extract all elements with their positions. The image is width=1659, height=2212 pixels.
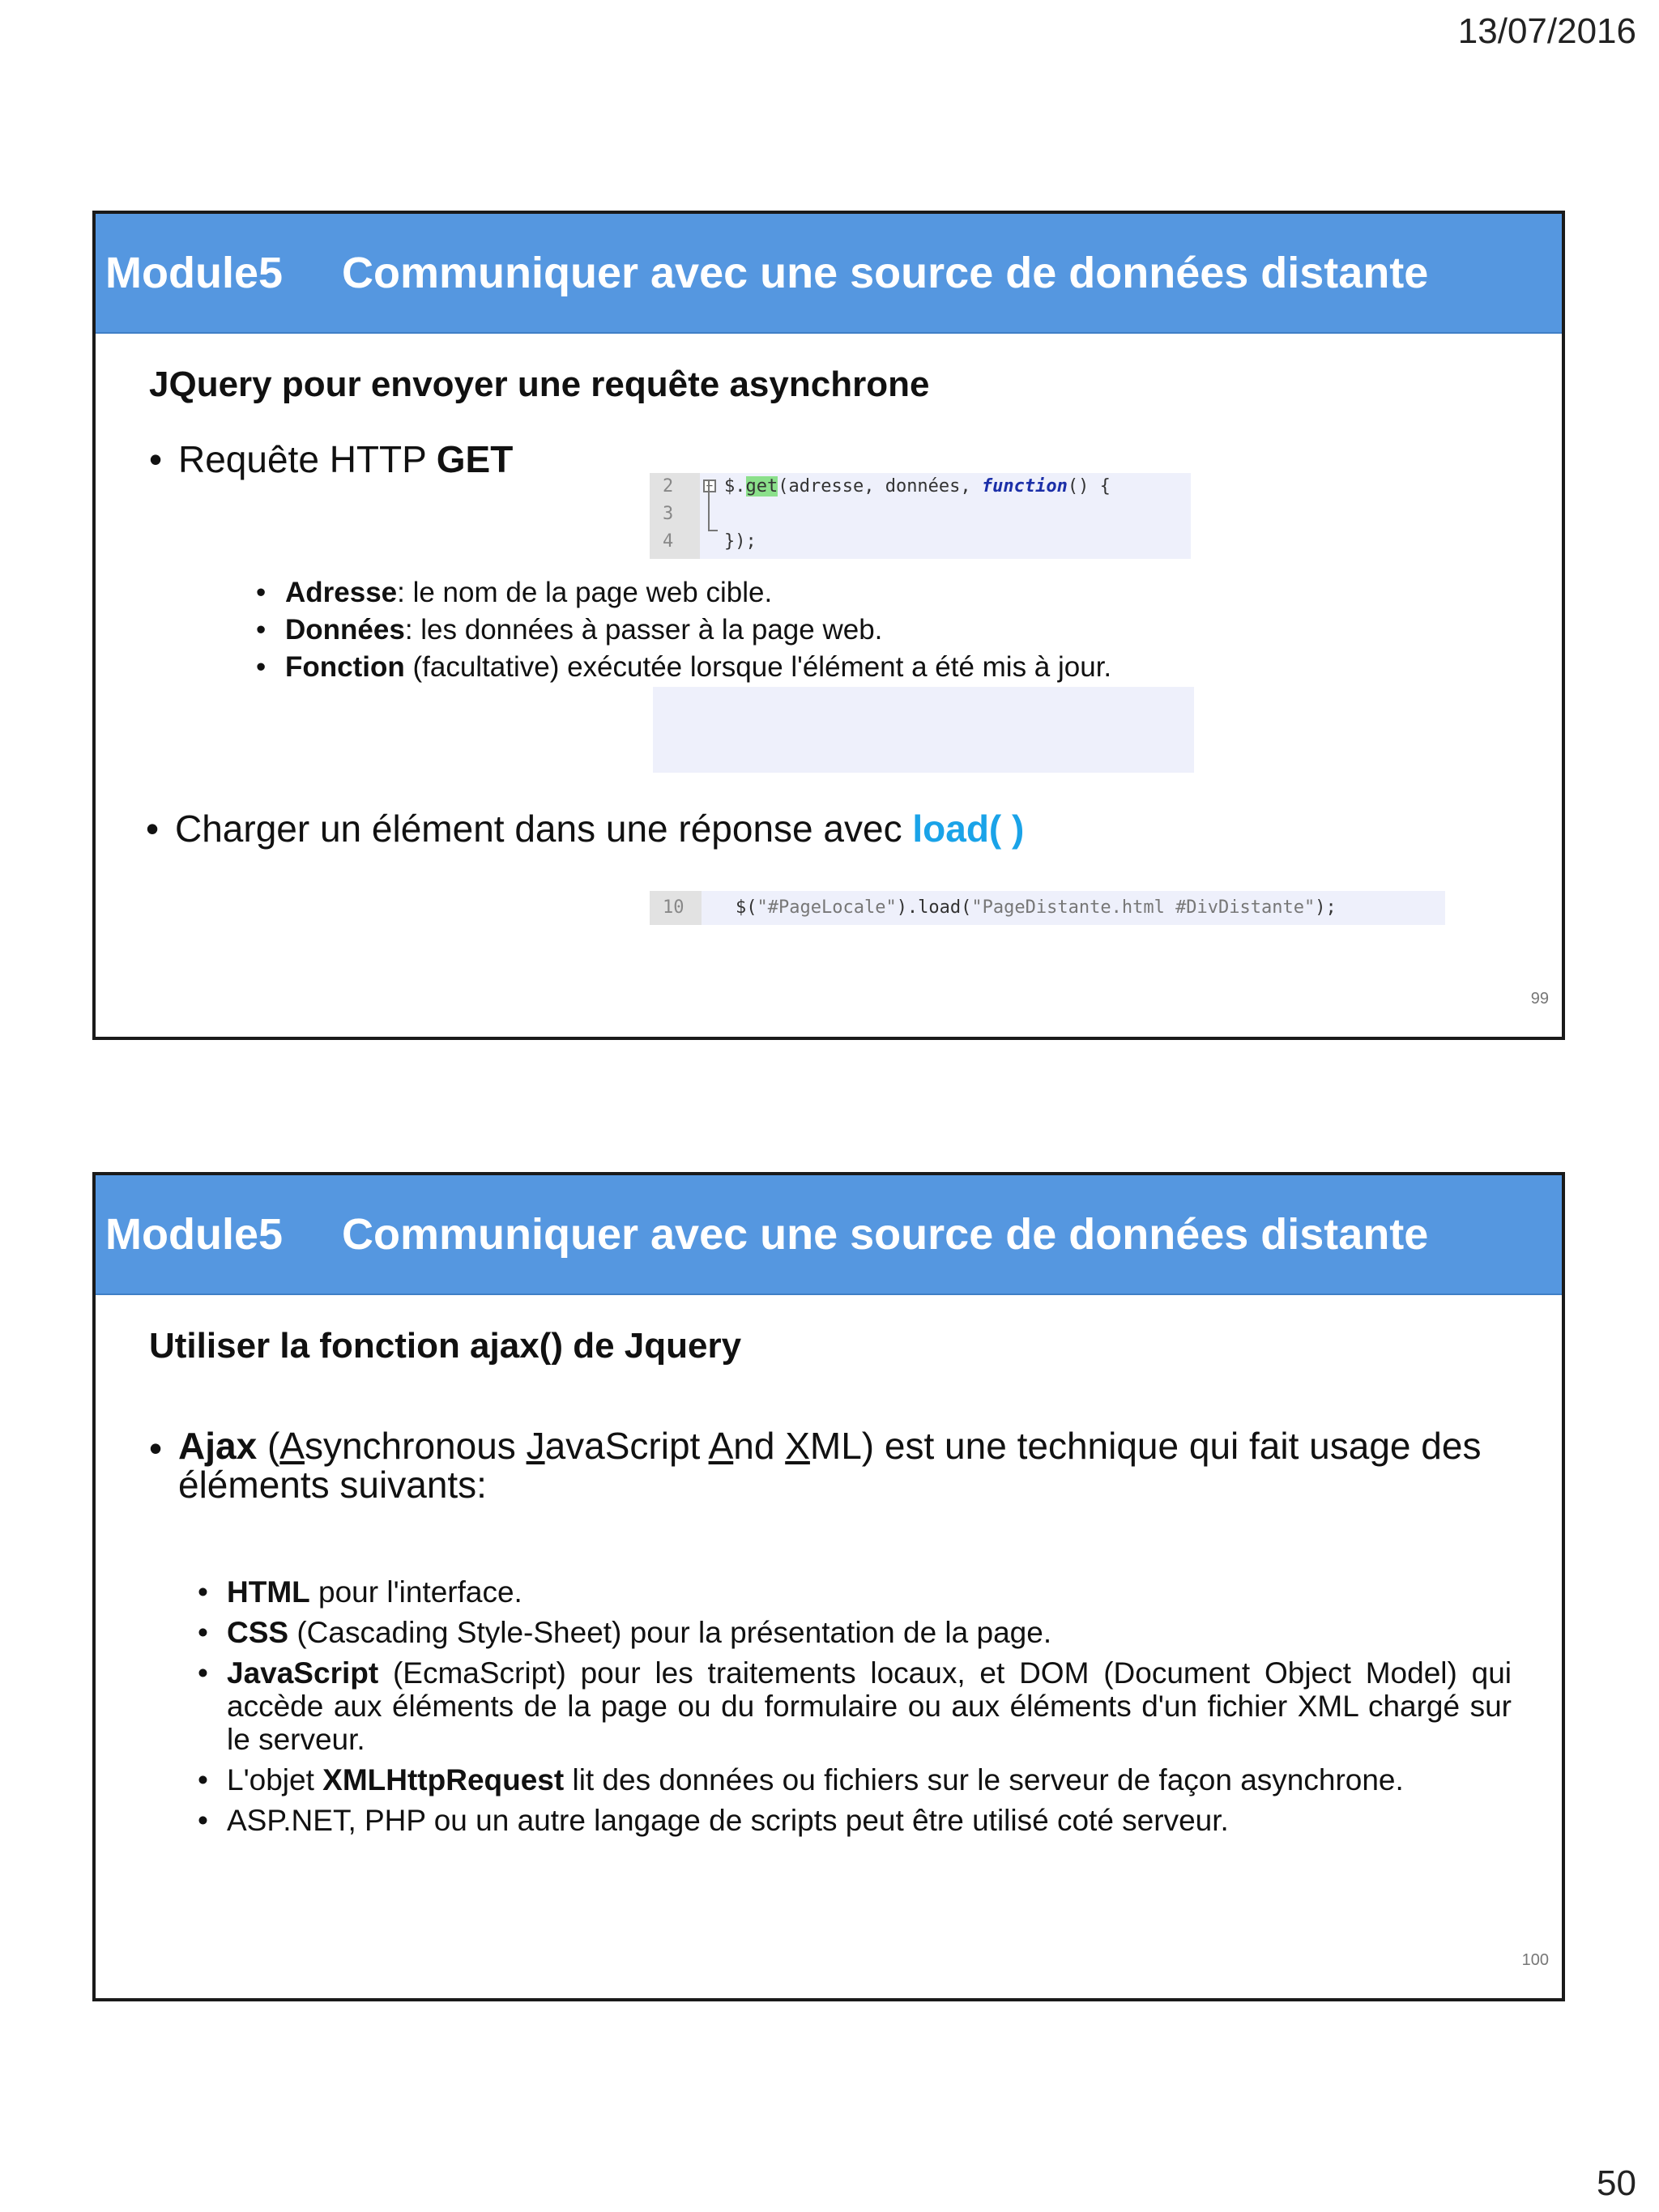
bullet-ajax: • Ajax (Asynchronous JavaScript And XML) est une technique qui fait usage des éléments suivants: <box>149 1425 1482 1506</box>
line-number: 4 <box>663 531 674 552</box>
code-line <box>724 501 1111 528</box>
bullet-dot: • <box>256 614 267 646</box>
code-lines <box>724 473 1111 556</box>
code-snippet-get <box>650 473 1191 559</box>
sub-bullet-adresse: • Adresse: le nom de la page web cible. <box>256 577 773 608</box>
bullet-dot: • <box>198 1575 208 1609</box>
bullet-bold: GET <box>436 438 514 480</box>
bullet-dot: • <box>198 1804 208 1837</box>
line-number: 2 <box>663 476 674 497</box>
bullet-http-get <box>149 437 513 481</box>
bullet-dot: • <box>256 651 267 683</box>
bullet-dot: • <box>198 1763 208 1796</box>
page-number: 50 <box>1597 2163 1636 2203</box>
module-label: Module5 <box>105 249 284 297</box>
code-snippet-get <box>653 687 1194 773</box>
slide-header <box>96 1175 1562 1295</box>
fold-bracket <box>708 479 718 531</box>
item-css: • CSS (Cascading Style-Sheet) pour la présentation de la page. <box>198 1616 1052 1649</box>
code-line: $("#PageLocale").load("PageDistante.html #DivDistante"); <box>736 897 1337 918</box>
sub-bullet-fonction: • Fonction (facultative) exécutée lorsque l'élément a été mis à jour. <box>256 651 1112 683</box>
code-gutter <box>650 473 700 559</box>
item-javascript: • JavaScript (EcmaScript) pour les traitements locaux, et DOM (Document Object Model) qui accède aux éléments de la page ou du formulaire ou aux éléments d'un fichier XML chargé sur le serveur. <box>198 1656 1512 1756</box>
load-highlight: load( ) <box>912 808 1025 850</box>
bullet-load: • Charger un élément dans une réponse avec load( ) <box>146 808 1025 850</box>
code-line: }); <box>724 531 757 552</box>
item-xmlhttprequest: • L'objet XMLHttpRequest lit des données ou fichiers sur le serveur de façon asynchrone. <box>198 1763 1404 1796</box>
page-date: 13/07/2016 <box>1457 11 1636 51</box>
slide-title: Communiquer avec une source de données distante <box>342 249 1429 297</box>
code-highlight: get <box>745 476 778 497</box>
bullet-dot: • <box>146 808 160 850</box>
bullet-dot: • <box>149 1427 163 1469</box>
bullet-dot: • <box>149 438 163 480</box>
slide-header <box>96 214 1562 334</box>
item-server-scripts: • ASP.NET, PHP ou un autre langage de scripts peut être utilisé coté serveur. <box>198 1804 1229 1837</box>
bullet-text: Requête HTTP <box>178 438 437 480</box>
bullet-dot: • <box>256 577 267 608</box>
item-html: • HTML pour l'interface. <box>198 1575 522 1609</box>
slide-number: 100 <box>1521 1951 1549 1969</box>
code-line: $.get(adresse, données, function() { <box>724 476 1111 497</box>
collapse-icon: − <box>703 479 716 492</box>
slide-subtitle: JQuery pour envoyer une requête asynchrone <box>149 364 930 404</box>
code-snippet-load <box>650 891 1445 925</box>
bullet-dot: • <box>198 1656 208 1690</box>
slide-100 <box>92 1172 1565 2001</box>
sub-bullet-donnees: • Données: les données à passer à la page web. <box>256 614 883 646</box>
code-lines <box>736 891 1337 925</box>
line-number: 3 <box>663 504 674 524</box>
code-gutter <box>650 891 702 925</box>
module-label: Module5 <box>105 1210 284 1259</box>
code-keyword: function <box>981 476 1068 497</box>
bullet-dot: • <box>198 1616 208 1649</box>
line-number: 10 <box>663 897 684 918</box>
slide-subtitle: Utiliser la fonction ajax() de Jquery <box>149 1326 742 1366</box>
slide-title: Communiquer avec une source de données distante <box>342 1210 1429 1259</box>
slide-number: 99 <box>1530 990 1549 1008</box>
